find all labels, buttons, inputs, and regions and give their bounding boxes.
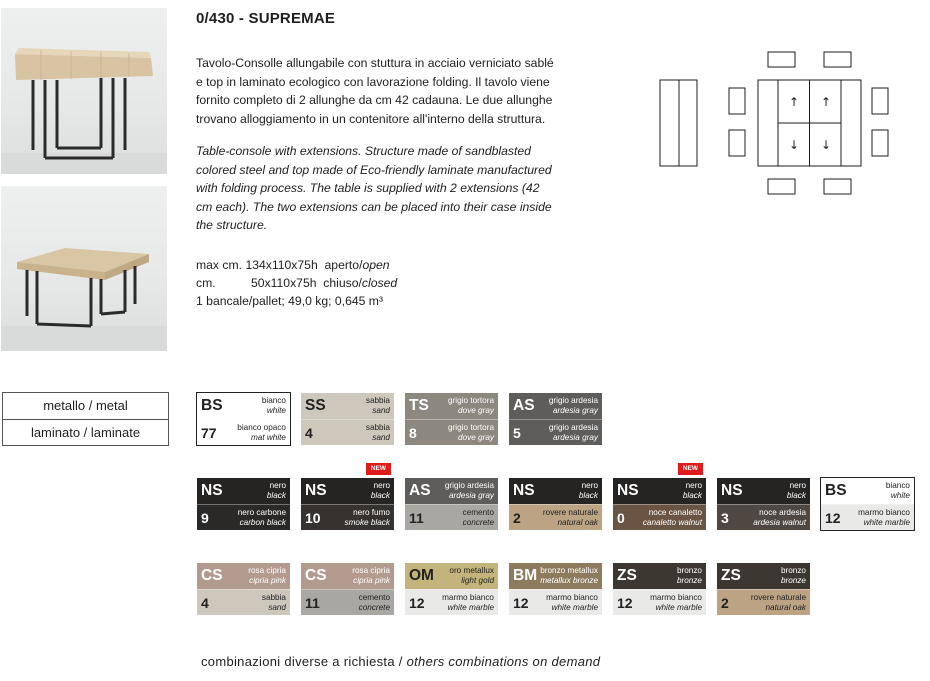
laminate-number: 8 xyxy=(409,425,417,441)
laminate-name-italian: grigio tortora xyxy=(448,423,494,432)
finish-swatch xyxy=(716,477,811,531)
title-separator: - xyxy=(234,10,249,27)
laminate-name-english: canaletto walnut xyxy=(642,517,702,527)
metal-name-italian: bronzo xyxy=(676,566,702,575)
metal-name-english: cipria pink xyxy=(249,575,286,585)
table-plan-diagram xyxy=(655,46,895,198)
metal-finish xyxy=(613,563,706,589)
metal-name-english: cipria pink xyxy=(353,575,390,585)
metal-name-english: metallux bronze xyxy=(540,575,598,585)
chair-top-left xyxy=(768,52,795,67)
laminate-name-english: dove gray xyxy=(458,432,494,442)
laminate-number: 2 xyxy=(513,510,521,526)
arrow-down-icon: ↓ xyxy=(820,138,832,152)
metal-name-english: bronze xyxy=(676,575,702,585)
metal-code: BS xyxy=(825,482,847,499)
finish-swatch xyxy=(300,477,395,531)
legend-metal: metallo / metal xyxy=(43,398,128,413)
laminate-number: 3 xyxy=(721,510,729,526)
metal-finish xyxy=(405,393,498,419)
dimension-open-row xyxy=(196,256,397,274)
metal-name-italian: grigio tortora xyxy=(448,396,494,405)
metal-finish xyxy=(405,478,498,504)
dimension-open-label: max cm. xyxy=(196,258,243,272)
metal-name-italian: nero xyxy=(685,481,702,490)
metal-name-italian: bianco xyxy=(261,396,286,405)
laminate-name-italian: marmo bianco xyxy=(546,593,598,602)
laminate-number: 11 xyxy=(409,510,424,526)
chair-right-top xyxy=(872,88,888,114)
laminate-name-italian: rovere naturale xyxy=(542,508,598,517)
laminate-name-english: sand xyxy=(268,602,286,612)
metal-finish xyxy=(197,563,290,589)
metal-name-english: black xyxy=(370,490,390,500)
arrow-up-icon: ↑ xyxy=(820,95,832,109)
laminate-number: 12 xyxy=(409,595,425,611)
metal-name-italian: nero xyxy=(789,481,806,490)
arrow-up-icon: ↑ xyxy=(788,95,800,109)
finish-swatch xyxy=(404,477,499,531)
laminate-name-english: sand xyxy=(372,432,390,442)
metal-finish xyxy=(197,478,290,504)
dimension-open-size: 134x110x75h xyxy=(245,258,318,272)
metal-finish xyxy=(509,393,602,419)
dimension-closed-label: cm. xyxy=(196,276,216,290)
metal-finish xyxy=(821,478,914,504)
finish-swatch xyxy=(196,562,291,616)
laminate-name-english: mat white xyxy=(250,432,286,442)
metal-code: AS xyxy=(409,482,431,499)
laminate-name-english: white marble xyxy=(863,517,910,527)
metal-code: NS xyxy=(201,482,223,499)
product-photo-table xyxy=(1,186,167,351)
dimension-open-en: open xyxy=(362,258,390,272)
dimensions-block xyxy=(196,256,397,310)
laminate-finish xyxy=(405,504,498,530)
laminate-name-italian: marmo bianco xyxy=(858,508,910,517)
metal-finish xyxy=(301,393,394,419)
metal-finish xyxy=(717,478,810,504)
laminate-number: 4 xyxy=(201,595,209,611)
laminate-number: 5 xyxy=(513,425,521,441)
metal-name-italian: nero xyxy=(373,481,390,490)
metal-name-english: bronze xyxy=(780,575,806,585)
finish-swatch xyxy=(196,392,291,446)
product-title xyxy=(196,10,335,27)
metal-finish xyxy=(405,563,498,589)
laminate-name-english: white marble xyxy=(655,602,702,612)
metal-finish xyxy=(509,478,602,504)
laminate-name-english: ardesia walnut xyxy=(753,517,806,527)
laminate-number: 0 xyxy=(617,510,625,526)
metal-finish xyxy=(197,393,290,419)
laminate-name-english: white marble xyxy=(551,602,598,612)
finish-legend xyxy=(2,392,169,446)
metal-code: NS xyxy=(305,482,327,499)
footer-note xyxy=(201,654,600,669)
laminate-name-italian: noce canaletto xyxy=(648,508,702,517)
metal-code: OM xyxy=(409,567,434,584)
finish-swatch xyxy=(508,477,603,531)
laminate-name-italian: rovere naturale xyxy=(750,593,806,602)
laminate-finish xyxy=(613,589,706,615)
dimension-closed-it: chiuso/ xyxy=(323,276,362,290)
metal-name-italian: bronzo xyxy=(780,566,806,575)
laminate-number: 2 xyxy=(721,595,729,611)
chair-left-top xyxy=(729,88,745,114)
metal-name-english: white xyxy=(890,490,910,500)
chair-right-bottom xyxy=(872,130,888,156)
laminate-finish xyxy=(717,589,810,615)
chair-bottom-right xyxy=(824,179,851,194)
description-italian: Tavolo-Consolle allungabile con stuttura in acciaio verniciato sablé e top in laminato ecologico con lavorazione folding. Il tavolo viene fornito completo di 2 allunghe da cm 42 cadauna. Le due allunghe trovano alloggiamento in un contenitore all'interno della struttura. xyxy=(196,56,554,126)
metal-name-italian: grigio ardesia xyxy=(548,396,598,405)
laminate-finish xyxy=(197,419,290,445)
product-code: 0/430 xyxy=(196,10,235,27)
chair-left-bottom xyxy=(729,130,745,156)
laminate-name-italian: marmo bianco xyxy=(442,593,494,602)
metal-finish xyxy=(301,563,394,589)
metal-name-italian: nero xyxy=(269,481,286,490)
dimension-closed-size: 50x110x75h xyxy=(251,276,317,290)
laminate-number: 12 xyxy=(825,510,841,526)
footer-english: others combinations on demand xyxy=(406,654,601,669)
finish-swatch xyxy=(300,562,395,616)
laminate-number: 10 xyxy=(305,510,321,526)
finish-swatch xyxy=(820,477,915,531)
laminate-number: 12 xyxy=(513,595,529,611)
laminate-name-italian: sabbia xyxy=(365,423,390,432)
laminate-number: 4 xyxy=(305,425,313,441)
pallet-info: 1 bancale/pallet; 49,0 kg; 0,645 m³ xyxy=(196,294,383,308)
laminate-name-italian: cemento xyxy=(358,593,390,602)
metal-code: CS xyxy=(305,567,327,584)
metal-code: NS xyxy=(721,482,743,499)
laminate-finish xyxy=(197,504,290,530)
metal-name-italian: grigio ardesia xyxy=(444,481,494,490)
laminate-finish xyxy=(509,504,602,530)
metal-code: TS xyxy=(409,397,429,414)
metal-name-english: black xyxy=(578,490,598,500)
laminate-finish xyxy=(717,504,810,530)
product-name: SUPREMAE xyxy=(248,10,336,27)
metal-code: ZS xyxy=(617,567,637,584)
metal-finish xyxy=(717,563,810,589)
metal-code: NS xyxy=(617,482,639,499)
finish-swatch xyxy=(612,562,707,616)
metal-code: CS xyxy=(201,567,223,584)
metal-name-english: dove gray xyxy=(458,405,494,415)
laminate-finish xyxy=(197,589,290,615)
finish-swatch xyxy=(196,477,291,531)
metal-name-italian: rosa cipria xyxy=(352,566,390,575)
metal-code: NS xyxy=(513,482,535,499)
laminate-finish xyxy=(613,504,706,530)
dimension-closed-row xyxy=(196,274,397,292)
product-photo-console xyxy=(1,8,167,174)
metal-finish xyxy=(613,478,706,504)
laminate-finish xyxy=(405,419,498,445)
laminate-number: 77 xyxy=(201,425,217,441)
metal-code: AS xyxy=(513,397,535,414)
laminate-number: 12 xyxy=(617,595,633,611)
laminate-name-english: natural oak xyxy=(765,602,806,612)
laminate-finish xyxy=(821,504,914,530)
metal-name-english: white xyxy=(266,405,286,415)
metal-name-english: black xyxy=(786,490,806,500)
finish-swatch xyxy=(716,562,811,616)
laminate-finish xyxy=(509,589,602,615)
metal-name-italian: sabbia xyxy=(365,396,390,405)
metal-name-english: sand xyxy=(372,405,390,415)
laminate-name-english: concrete xyxy=(358,602,390,612)
metal-code: SS xyxy=(305,397,326,414)
laminate-finish xyxy=(301,504,394,530)
finish-swatch xyxy=(404,562,499,616)
finish-swatch xyxy=(300,392,395,446)
footer-italian: combinazioni diverse a richiesta / xyxy=(201,654,407,669)
laminate-number: 9 xyxy=(201,510,209,526)
laminate-name-italian: noce ardesia xyxy=(759,508,806,517)
metal-name-english: ardesia gray xyxy=(552,405,598,415)
finish-swatch xyxy=(508,562,603,616)
laminate-name-italian: bianco opaco xyxy=(237,423,286,432)
laminate-finish xyxy=(301,589,394,615)
metal-finish xyxy=(509,563,602,589)
laminate-name-italian: nero carbone xyxy=(237,508,286,517)
metal-finish xyxy=(301,478,394,504)
metal-code: BM xyxy=(513,567,538,584)
arrow-down-icon: ↓ xyxy=(788,138,800,152)
dimension-closed-en: closed xyxy=(361,276,398,290)
metal-code: ZS xyxy=(721,567,741,584)
metal-name-english: black xyxy=(682,490,702,500)
metal-name-italian: bronzo metallux xyxy=(540,566,598,575)
chair-bottom-left xyxy=(768,179,795,194)
laminate-name-italian: marmo bianco xyxy=(650,593,702,602)
laminate-name-english: white marble xyxy=(447,602,494,612)
laminate-name-italian: grigio ardesia xyxy=(548,423,598,432)
metal-name-italian: rosa cipria xyxy=(248,566,286,575)
laminate-number: 11 xyxy=(305,595,320,611)
metal-name-english: ardesia gray xyxy=(448,490,494,500)
laminate-name-english: concrete xyxy=(462,517,494,527)
laminate-finish xyxy=(405,589,498,615)
metal-name-italian: bianco xyxy=(885,481,910,490)
new-badge: NEW xyxy=(678,463,703,475)
laminate-name-italian: cemento xyxy=(462,508,494,517)
laminate-name-english: smoke black xyxy=(344,517,390,527)
dimension-open-it: aperto/ xyxy=(324,258,363,272)
laminate-name-english: natural oak xyxy=(557,517,598,527)
laminate-finish xyxy=(509,419,602,445)
metal-name-italian: oro metallux xyxy=(449,566,494,575)
legend-laminate: laminato / laminate xyxy=(3,419,168,445)
laminate-finish xyxy=(301,419,394,445)
metal-code: BS xyxy=(201,397,223,414)
laminate-name-italian: sabbia xyxy=(261,593,286,602)
laminate-name-italian: nero fumo xyxy=(353,508,390,517)
laminate-name-english: carbon black xyxy=(239,517,286,527)
finish-swatch xyxy=(612,477,707,531)
description-english: Table-console with extensions. Structure made of sandblasted colored steel and top made of Eco-friendly laminate manufactured with folding process. The table is supplied with 2 extensions (42 cm each). The two extensions can be placed into their case inside the structure. xyxy=(196,144,552,233)
finish-swatch xyxy=(404,392,499,446)
chair-top-right xyxy=(824,52,851,67)
metal-name-english: light gold xyxy=(461,575,494,585)
metal-name-italian: nero xyxy=(581,481,598,490)
finish-swatch xyxy=(508,392,603,446)
new-badge: NEW xyxy=(366,463,391,475)
metal-name-english: black xyxy=(266,490,286,500)
laminate-name-english: ardesia gray xyxy=(552,432,598,442)
